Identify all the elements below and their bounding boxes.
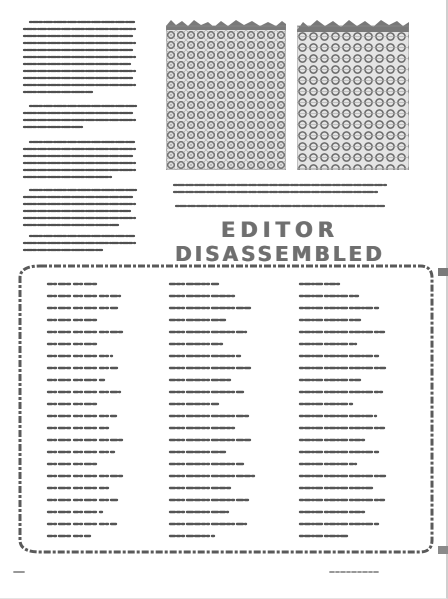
page-footer xyxy=(0,560,448,590)
knit-photo-left xyxy=(166,20,286,170)
listing-column-right xyxy=(300,284,386,536)
headline-line-1: EDITOR xyxy=(221,218,339,242)
listing-column-middle xyxy=(170,284,254,536)
headline-line-2: DISASSEMBLED xyxy=(175,242,385,266)
listing-column-left xyxy=(48,284,124,536)
margin-mark-lower xyxy=(438,546,448,554)
disassembly-listing-box xyxy=(0,258,448,558)
photo-caption xyxy=(172,180,390,210)
margin-mark-upper xyxy=(438,268,448,276)
knit-photo-right xyxy=(297,20,409,170)
intro-text-column xyxy=(22,18,138,253)
